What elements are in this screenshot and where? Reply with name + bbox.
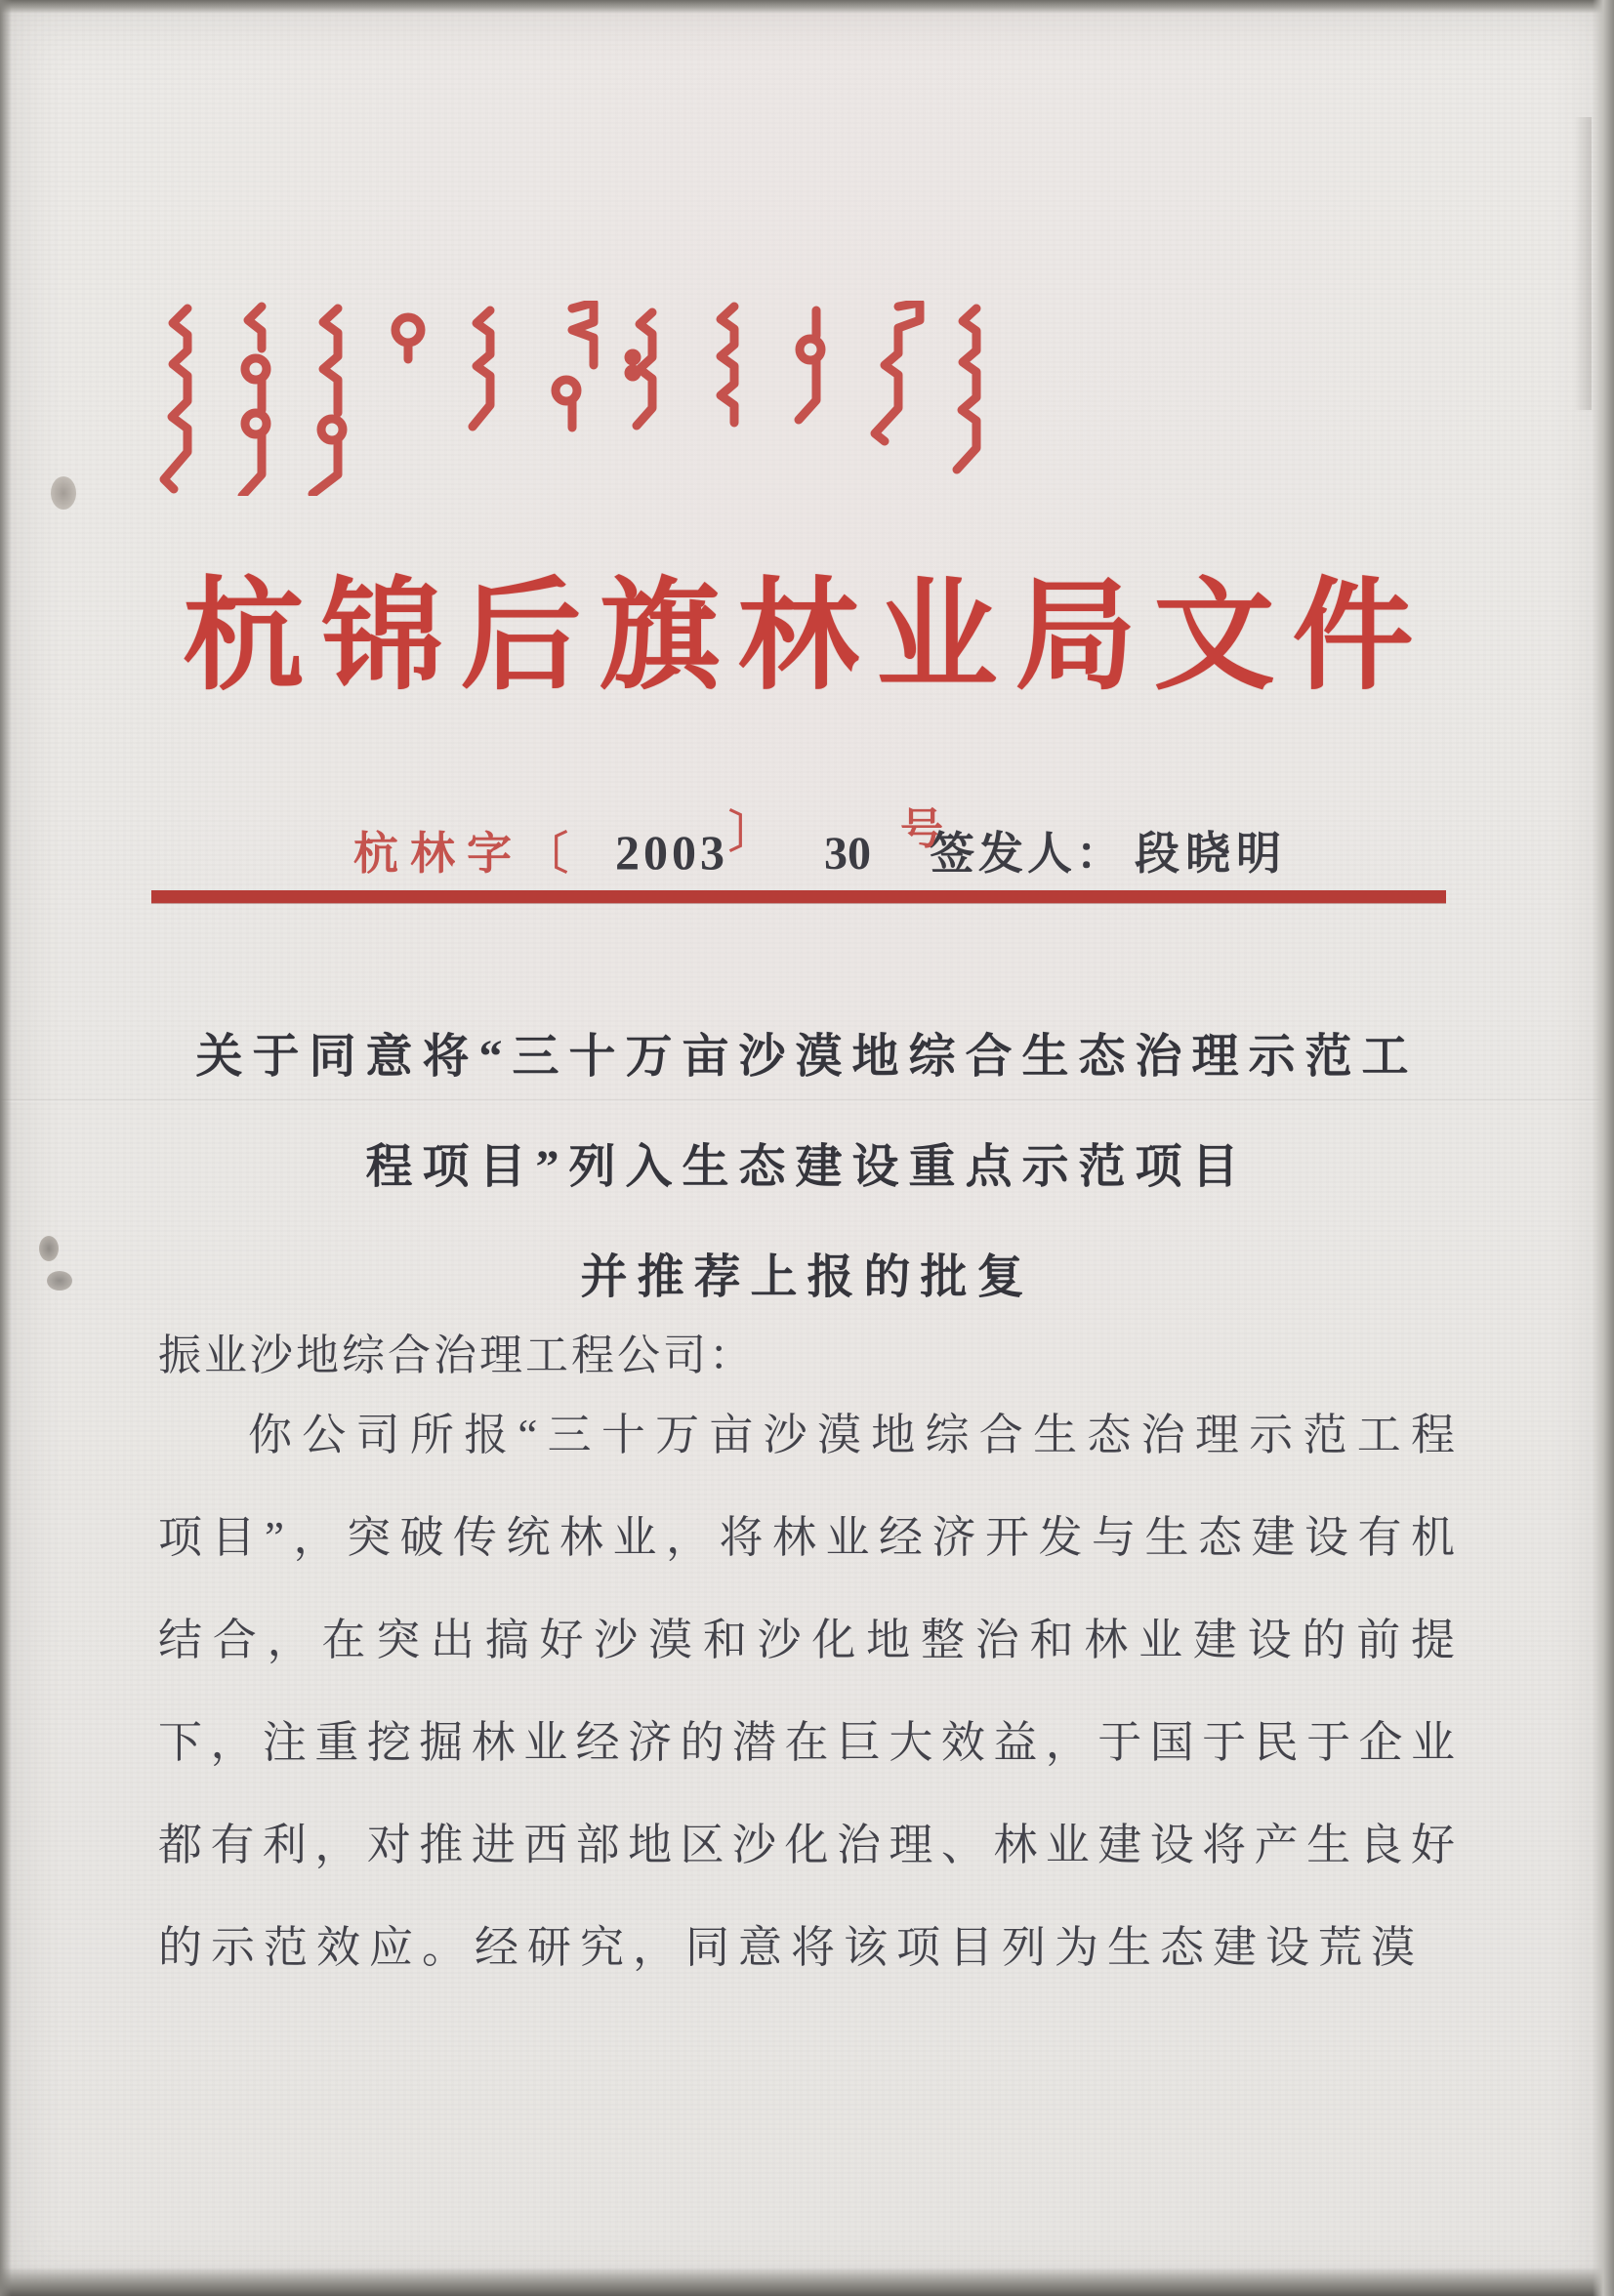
scan-edge-top — [0, 0, 1614, 14]
scan-edge-left — [0, 0, 12, 2296]
doc-number-value: 30 — [824, 828, 871, 880]
scan-artifact-shadow — [1574, 117, 1592, 410]
scan-artifact-binding-mark — [47, 1271, 72, 1291]
scan-artifact-tear — [51, 476, 76, 510]
scan-edge-right — [1593, 0, 1614, 2296]
mongolian-script-banner — [146, 301, 1006, 496]
scan-edge-bottom — [0, 2267, 1614, 2296]
doc-number-prefix: 杭林字〔 — [353, 829, 580, 879]
body-line: 结合，在突出搞好沙漠和沙化地整治和林业建设的前提 — [158, 1616, 1459, 1664]
body-line: 下，注重挖掘林业经济的潜在巨大效益，于国于民于企业 — [158, 1718, 1459, 1767]
body-paragraph — [158, 1384, 1459, 1999]
addressee-line: 振业沙地综合治理工程公司： — [158, 1332, 755, 1379]
document-title-line-1: 关于同意将“三十万亩沙漠地综合生态治理示范工 — [195, 1031, 1419, 1083]
paper-crease — [0, 1099, 1614, 1102]
body-line: 项目”，突破传统林业，将林业经济开发与生态建设有机 — [158, 1513, 1459, 1562]
document-title-line-2: 程项目”列入生态建设重点示范项目 — [365, 1141, 1249, 1193]
doc-number-line — [146, 805, 1450, 886]
signer-label: 签发人： — [930, 829, 1125, 879]
document-title — [0, 1002, 1614, 1332]
agency-title: 杭锦后旗林业局文件 — [183, 570, 1431, 704]
signer-name: 段晓明 — [1135, 829, 1287, 879]
red-divider-rule — [151, 890, 1446, 903]
document-title-line-3: 并推荐上报的批复 — [580, 1251, 1034, 1303]
body-line: 都有利，对推进西部地区沙化治理、林业建设将产生良好 — [158, 1821, 1459, 1869]
body-line: 你公司所报“三十万亩沙漠地综合生态治理示范工程 — [248, 1411, 1459, 1459]
doc-number-suffix: 号 — [900, 805, 943, 853]
doc-number-year: 2003 — [615, 825, 728, 880]
doc-number-close-bracket: 〕 — [728, 807, 773, 857]
scan-artifact-binding-mark — [39, 1236, 59, 1261]
body-line: 的示范效应。经研究，同意将该项目列为生态建设荒漠 — [158, 1923, 1425, 1972]
